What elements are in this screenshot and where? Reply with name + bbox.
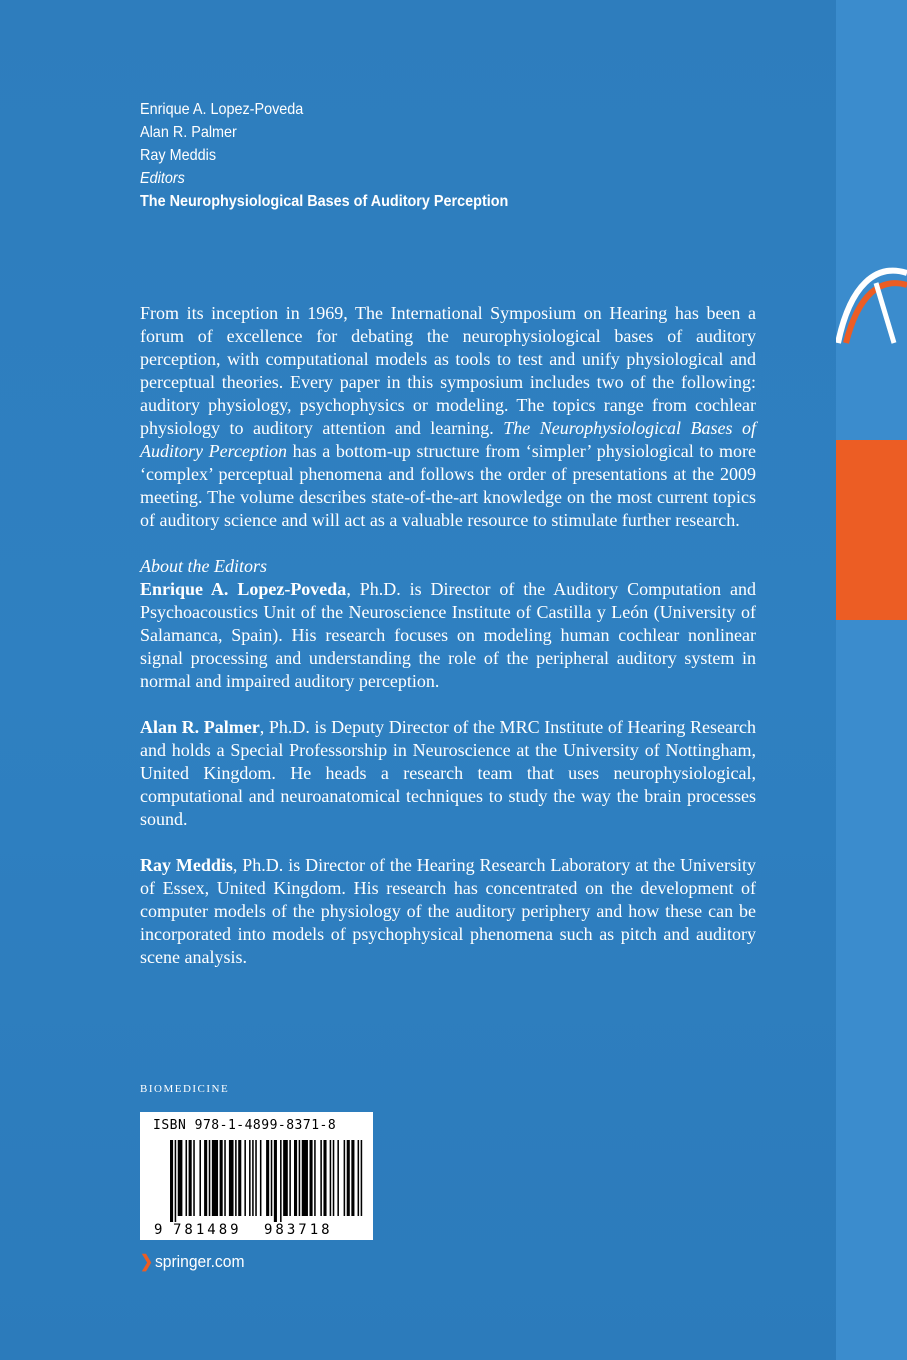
barcode-bar <box>244 1140 246 1216</box>
description-paragraph: From its inception in 1969, The International Symposium on Hearing has been a forum of excellence for debating the neurophysiological bases of auditory perception, with computational models as tools to test and unify physiological and perceptual theories. Every paper in this symposium includes two of the following: auditory physiology, psychophysics or modeling. The topics range from cochlear physiology to auditory attention and learning. The Neurophysiological Bases of Auditory Perception has a bottom-up structure from ‘simpler’ physiological to more ‘complex’ perceptual phenomena and follows the order of presentations at the 2009 meeting. The volume describes state-of-the-art knowledge on the most current topics of auditory science and will act as a valuable resource to stimulate further research. <box>140 303 757 530</box>
barcode-bar <box>193 1140 195 1216</box>
editors-role-label: Editors <box>140 170 185 187</box>
category-label: BIOMEDICINE <box>140 1083 230 1095</box>
springer-arch-logo-icon <box>836 255 907 345</box>
editor-name: Ray Meddis <box>140 147 217 164</box>
barcode-bar <box>224 1140 226 1216</box>
editor-name: Enrique A. Lopez-Poveda <box>140 101 304 118</box>
barcode-bar <box>199 1140 201 1216</box>
barcode-bar <box>302 1140 308 1216</box>
bio-name: Alan R. Palmer <box>140 717 260 737</box>
barcode-bar <box>358 1140 360 1216</box>
isbn-label: ISBN 978-1-4899-8371-8 <box>153 1118 337 1133</box>
barcode-bar <box>238 1140 241 1216</box>
barcode-digit-lead: 9 <box>154 1222 163 1238</box>
barcode-bar <box>271 1140 273 1216</box>
barcode-bar <box>212 1140 218 1216</box>
editor-name: Alan R. Palmer <box>140 124 237 141</box>
barcode-bar <box>330 1140 332 1216</box>
barcode-bar <box>320 1140 322 1216</box>
barcode-bar <box>310 1140 313 1216</box>
barcode-bar <box>344 1140 346 1216</box>
barcode-bar <box>289 1140 291 1216</box>
editor-bio: Ray Meddis, Ph.D. is Director of the Hearing Research Laboratory at the University of Essex, United Kingdom. His research has concentrated on the development of computer models of the physiology of the auditory periphery and how these can be incorporated into models of psychophysical phenomena such as pitch and auditory scene analysis. <box>140 855 756 967</box>
barcode-bar <box>204 1140 207 1216</box>
barcode-bar <box>189 1140 192 1216</box>
chevron-right-icon: ❯ <box>140 1252 154 1271</box>
barcode-bar <box>260 1140 262 1216</box>
barcode-digits-left: 781489 <box>173 1222 242 1238</box>
barcode-bar <box>333 1140 335 1216</box>
editor-bio: Enrique A. Lopez-Poveda, Ph.D. is Director of the Auditory Computation and Psychoacoustics Unit of the Neuroscience Institute of Castilla y León (University of Salamanca, Spain). His research focuses on modeling human cochlear nonlinear signal processing and understanding the role of the peripheral auditory system in normal and impaired auditory perception. <box>140 579 756 691</box>
barcode-bar <box>175 1140 177 1222</box>
barcode-bar <box>220 1140 223 1216</box>
barcode-bar <box>266 1140 269 1216</box>
barcode-bar <box>361 1140 363 1216</box>
barcode-bar <box>249 1140 251 1216</box>
barcode-digits-right: 983718 <box>264 1222 333 1238</box>
back-cover-text <box>140 302 756 969</box>
barcode-bar <box>323 1140 326 1216</box>
barcode-bar <box>252 1140 254 1216</box>
bio-name: Enrique A. Lopez-Poveda <box>140 579 347 599</box>
barcode-bar <box>283 1140 288 1216</box>
barcode-bar <box>255 1140 257 1216</box>
bio-name: Ray Meddis <box>140 855 233 875</box>
publisher-link[interactable] <box>140 1252 244 1272</box>
description-title-italic: The Neurophysiological Bases of Auditory Perception <box>140 418 756 461</box>
barcode-bar <box>170 1140 173 1222</box>
barcode-bar <box>178 1140 183 1216</box>
editor-bio: Alan R. Palmer, Ph.D. is Deputy Director of the MRC Institute of Hearing Research and holds a Special Professorship in Neuroscience at the University of Nottingham, United Kingdom. He heads a research team that uses neurophysiological, computational and neuroanatomical techniques to study the way the brain processes sound. <box>140 717 756 829</box>
barcode-bar <box>209 1140 211 1216</box>
barcode-bar <box>235 1140 237 1216</box>
isbn-barcode <box>140 1112 373 1240</box>
editors-block <box>140 98 508 213</box>
publisher-url: springer.com <box>154 1252 245 1271</box>
barcode-bar <box>299 1140 301 1216</box>
barcode-bar <box>337 1140 339 1216</box>
barcode-bar <box>186 1140 188 1216</box>
book-title: The Neurophysiological Bases of Auditory Perception <box>140 193 509 210</box>
spine-strip <box>836 0 907 1360</box>
barcode-bar <box>314 1140 316 1216</box>
barcode-bar <box>274 1140 277 1222</box>
barcode-bar <box>229 1140 234 1216</box>
spine-orange-band <box>836 440 907 620</box>
barcode-bars <box>140 1112 373 1240</box>
barcode-bar <box>347 1140 350 1216</box>
barcode-bar <box>294 1140 297 1216</box>
about-editors-heading: About the Editors <box>140 556 267 576</box>
barcode-bar <box>280 1140 282 1222</box>
barcode-bar <box>351 1140 354 1216</box>
